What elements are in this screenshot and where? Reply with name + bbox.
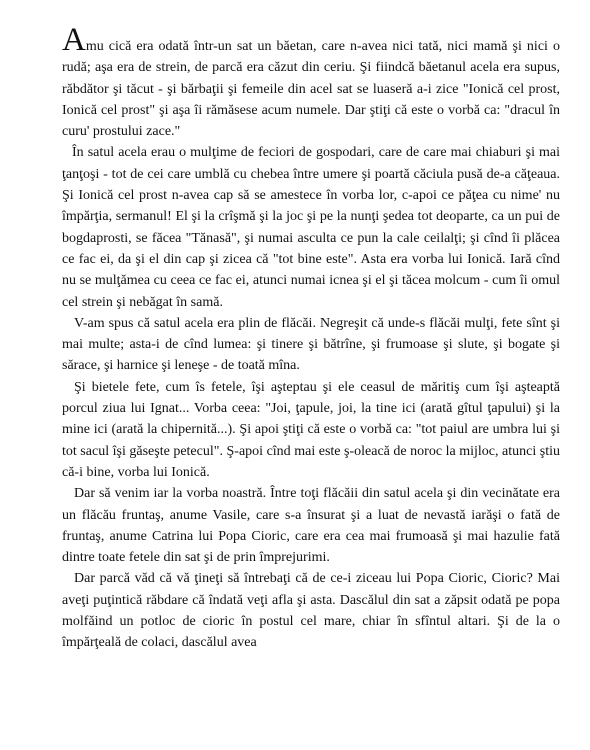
paragraph-1 — [62, 22, 560, 142]
story-text — [62, 22, 560, 654]
paragraph-5: Dar să venim iar la vorba noastră. Între toţi flăcăii din satul acela şi din vecinătate era un flăcău fruntaş, anume Vasile, care s-a însurat şi a luat de nevastă iarăşi o fată de fruntaş, anume Catrina lui Popa Cioric, care era cea mai frumoasă şi mai hazulie fată dintre toate fetele din sat şi de prin împrejurimi. — [62, 486, 560, 566]
paragraph-2: În satul acela erau o mulţime de feciori de gospodari, care de care mai chiaburi şi mai ţanţoşi - tot de cei care umblă cu chebea între umere şi poartă căciula pusă de-a căţeaua. Şi Ionică cel prost n-avea cap să se amestece în vorba lor, c-apoi ce păţea cu nime' nu împărţia, sermanul! El şi la crîşmă şi la joc şi pe la nunţi şedea tot deoparte, ca un pui de bogdaprosti, se făcea "Tănasă", şi numai asculta ce pun la cale ceilalţi; şi cînd îi plăcea ce fac ei, da şi el din cap şi zicea că "tot bine este". Asta era vorba lui Ionică. Iară cînd nu se mulţămea cu ceea ce fac ei, atunci numai icnea şi el şi tăcea molcum - cum îi omul cel strein şi nebăgat în samă. — [62, 145, 560, 310]
paragraph-1-text: mu cică era odată într-un sat un băetan, care n-avea nici tată, nici mamă şi nici o rudă; aşa era de strein, de parcă era căzut din ceriu. Şi fiindcă băetanul acela era supus, răbdător şi tăcut - şi bărbaţii şi femeile din acel sat se luaseră a-i zice "Ionică cel prost, Ionică cel prost" şi aşa îi rămăsese acum numele. Dar ştiţi că este o vorbă ca: "dracul în curu' prostului zace." — [62, 39, 560, 140]
drop-cap: A — [62, 22, 86, 58]
paragraph-4: Şi bietele fete, cum îs fetele, îşi aşteptau şi ele ceasul de măritiş cum îşi aşteaptă porcul ziua lui Ignat... Vorba ceea: "Joi, ţapule, joi, la tine ici (arată gîtul ţapului) şi la mine ici (arată la chipernită...). Şi apoi ştiţi că este o vorbă ca: "tot paiul are umbra lui şi tot sacul îşi găseşte petecul". Ş-apoi cînd mai este ş-oleacă de noroc la mijloc, atunci ştiu că-i bine, vorba lui Ionică. — [62, 379, 560, 480]
paragraph-6: Dar parcă văd că vă ţineţi să întrebaţi că de ce-i ziceau lui Popa Cioric, Cioric? Mai aveţi puţintică răbdare că îndată veţi afla şi asta. Dascălul din sat a zăpsit odată pe popa molfăind un potloc de cioric în postul cel mare, chiar în sfîntul altari. Şi de la o împărţeală de colaci, dascălul avea — [62, 571, 560, 651]
paragraph-3: V-am spus că satul acela era plin de flăcăi. Negreşit că unde-s flăcăi mulţi, fete sînt şi mai multe; asta-i de cînd lumea: şi tinere şi bătrîne, şi frumoase şi slute, şi bogate şi sărace, şi harnice şi leneşe - de toată mîna. — [62, 315, 560, 374]
